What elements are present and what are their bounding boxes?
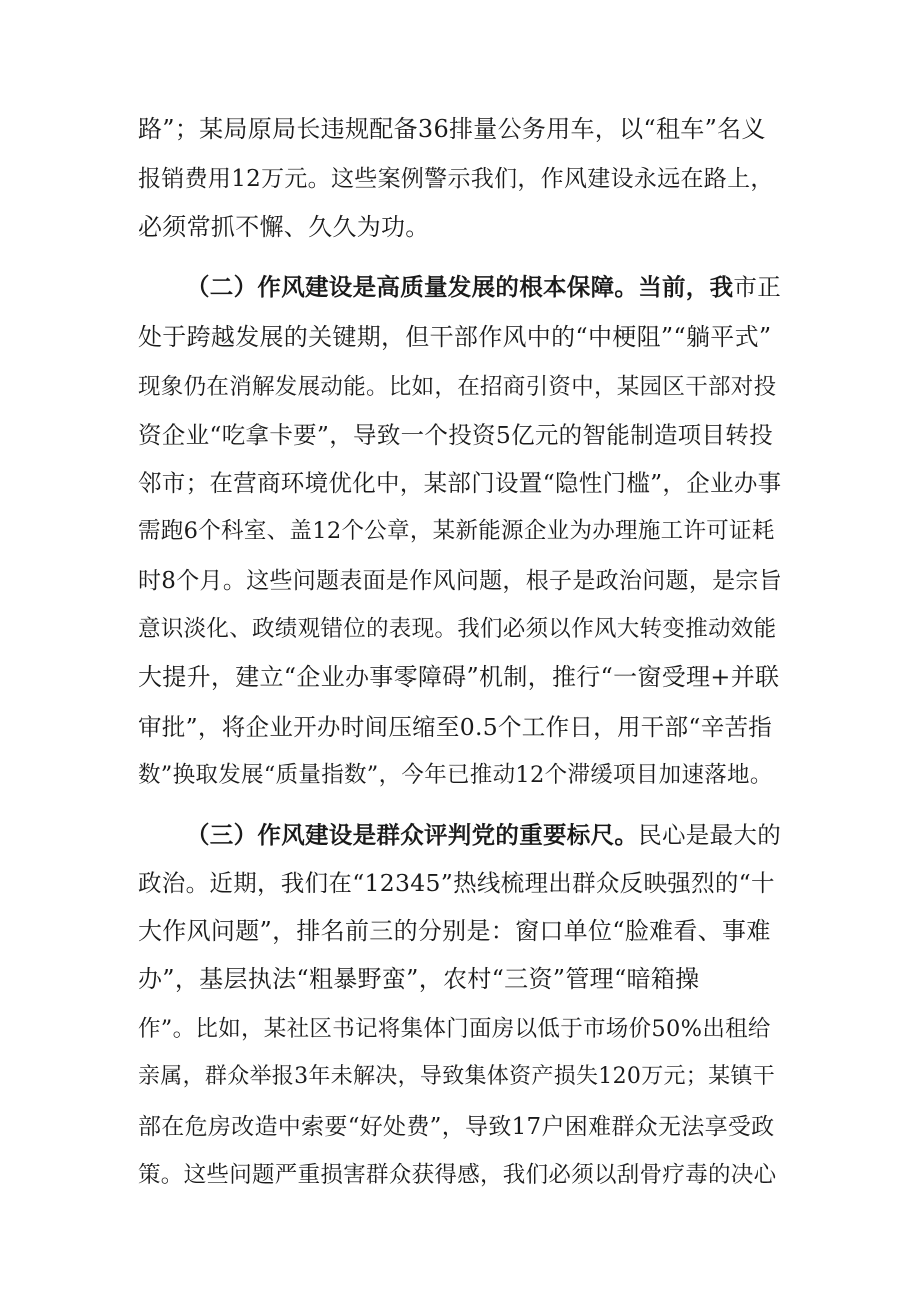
p3-heading-tail: 民心是最大的 xyxy=(638,821,782,849)
p3-heading: （三）作风建设是群众评判党的重要标尺。 xyxy=(186,821,639,849)
p1-line-2: 报销费用12万元。这些案例警示我们，作风建设永远在路上， xyxy=(138,166,774,192)
p2-line-7: 意识淡化、政绩观错位的表现。我们必须以作风大转变推动效能 xyxy=(138,616,777,642)
p2-line-10: 数”换取发展“质量指数”，今年已推动12个滞缓项目加速落地。 xyxy=(138,762,773,788)
p2-heading: （二）作风建设是高质量发展的根本保障。当前，我 xyxy=(186,273,734,301)
p2-line-5: 需跑6个科室、盖12个公章，某新能源企业为办理施工许可证耗 xyxy=(138,518,775,544)
p2-line-8: 大提升，建立“企业办事零障碍”机制，推行“一窗受理+并联 xyxy=(138,663,780,691)
p2-heading-tail: 市正 xyxy=(733,273,782,301)
p2-first-line xyxy=(186,272,781,302)
p3-line-5: 亲属，群众举报3年未解决，导致集体资产损失120万元；某镇干 xyxy=(138,1064,775,1089)
p2-line-3: 资企业“吃拿卡要”，导致一个投资5亿元的智能制造项目转投 xyxy=(138,421,773,449)
p3-line-7: 策。这些问题严重损害群众获得感，我们必须以刮骨疗毒的决心 xyxy=(138,1162,777,1188)
p3-first-line xyxy=(186,820,781,850)
p3-line-1: 政治。近期，我们在“12345”热线梳理出群众反映强烈的“十 xyxy=(138,869,775,897)
p3-line-4: 作”。比如，某社区书记将集体门面房以低于市场价50%出租给 xyxy=(138,1016,771,1042)
p2-line-1: 处于跨越发展的关键期，但干部作风中的“中梗阻”“躺平式” xyxy=(138,323,772,351)
p3-line-2: 大作风问题”，排名前三的分别是：窗口单位“脸难看、事难 xyxy=(138,917,771,945)
p3-line-3: 办”，基层执法“粗暴野蛮”，农村“三资”管理“暗箱操 xyxy=(138,965,700,993)
p1-line-1: 路”；某局原局长违规配备36排量公务用车，以“租车”名义 xyxy=(138,115,766,143)
p2-line-6: 时8个月。这些问题表面是作风问题，根子是政治问题，是宗旨 xyxy=(138,568,783,594)
p1-line-3: 必须常抓不懈、久久为功。 xyxy=(138,213,430,241)
p2-line-9: 审批”，将企业开办时间压缩至0.5个工作日，用干部“辛苦指 xyxy=(138,713,773,741)
p2-line-4: 邻市；在营商环境优化中，某部门设置“隐性门槛”，企业办事 xyxy=(138,469,782,497)
p3-line-6: 部在危房改造中索要“好处费”，导致17户困难群众无法享受政 xyxy=(138,1114,775,1140)
p2-line-2: 现象仍在消解发展动能。比如，在招商引资中，某园区干部对投 xyxy=(138,374,777,400)
